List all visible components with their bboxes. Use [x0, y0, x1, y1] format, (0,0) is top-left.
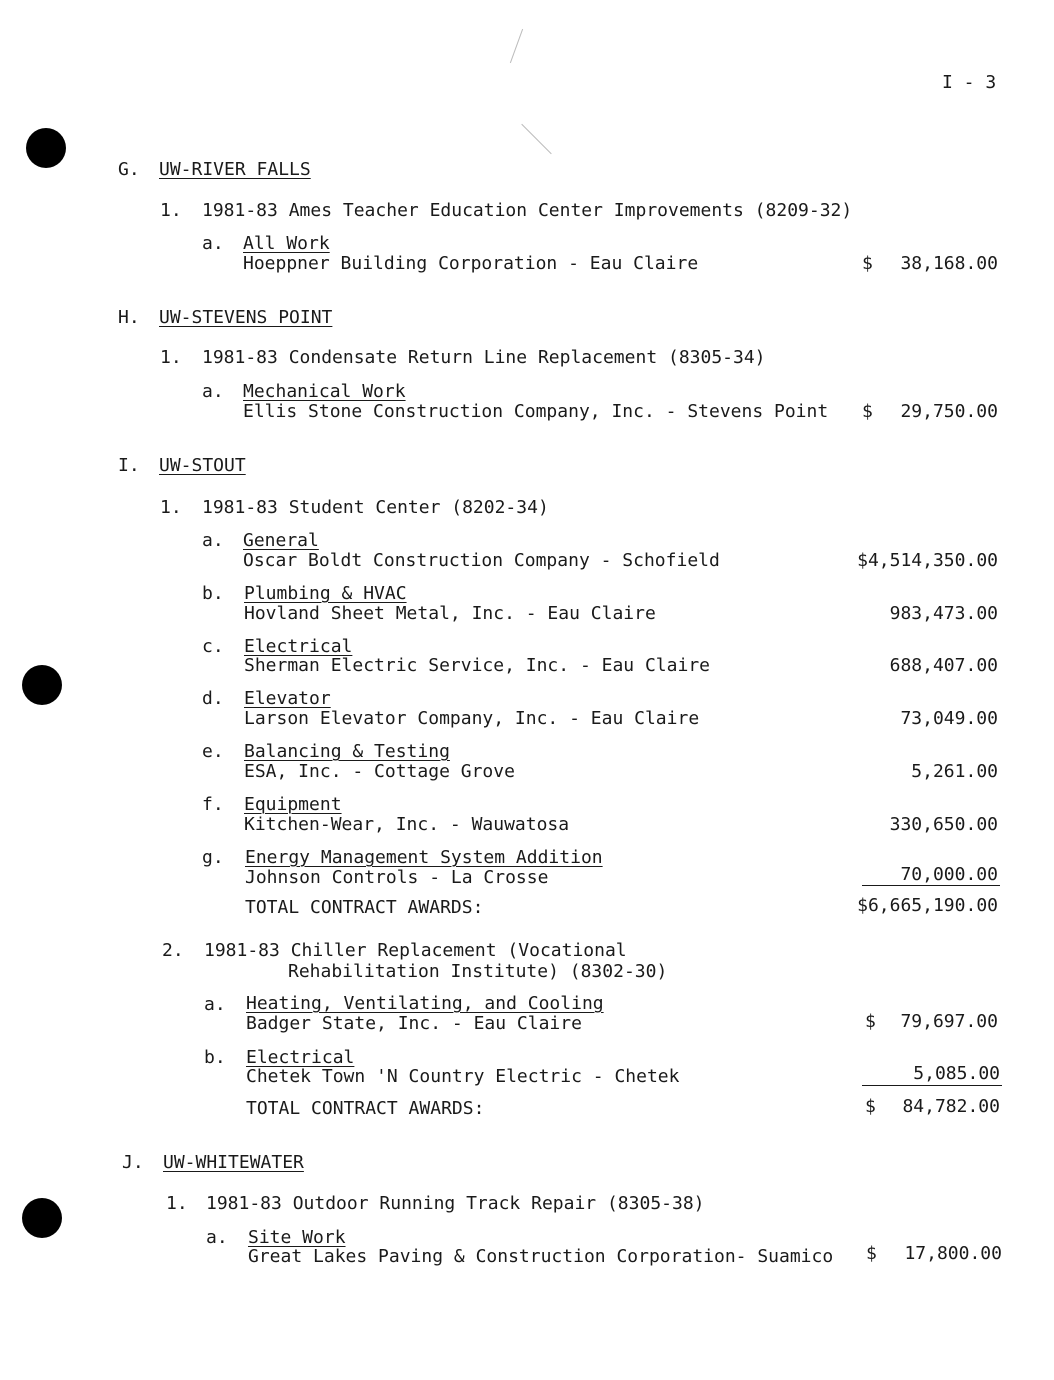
item-letter: f. — [202, 794, 224, 815]
contractor: Great Lakes Paving & Construction Corporation- Suamico — [248, 1246, 834, 1267]
project-title: 1981-83 Condensate Return Line Replacement (8305-34) — [202, 347, 766, 368]
project-title: 1981-83 Student Center (8202-34) — [202, 497, 549, 518]
project-number: 1. — [160, 200, 182, 221]
project-number: 2. — [162, 940, 184, 961]
punch-hole-bottom — [22, 1198, 62, 1238]
item-letter: d. — [202, 688, 224, 709]
item-letter: a. — [202, 381, 224, 402]
dollar-sign: $ — [862, 253, 873, 274]
section-letter: G. — [118, 159, 140, 180]
amount: $4,514,350.00 — [857, 550, 998, 571]
project-number: 1. — [160, 347, 182, 368]
contractor: Ellis Stone Construction Company, Inc. - Stevens Point — [243, 401, 829, 422]
item-letter: b. — [202, 583, 224, 604]
amount: 29,750.00 — [900, 401, 998, 422]
total-amount: $6,665,190.00 — [857, 895, 998, 916]
section-title: UW-STOUT — [159, 455, 246, 476]
amount: 5,085.00 — [913, 1063, 1000, 1084]
item-letter: a. — [202, 530, 224, 551]
item-letter: a. — [202, 233, 224, 254]
section-title: UW-STEVENS POINT — [159, 307, 333, 328]
section-letter: I. — [118, 455, 140, 476]
amount: 70,000.00 — [900, 864, 998, 885]
contractor: Chetek Town 'N Country Electric - Chetek — [246, 1066, 680, 1087]
subtotal-rule — [862, 1085, 1002, 1086]
item-letter: a. — [204, 994, 226, 1015]
project-title-continued: Rehabilitation Institute) (8302-30) — [288, 961, 668, 982]
item-letter: c. — [202, 636, 224, 657]
pencil-mark — [510, 29, 523, 63]
project-number: 1. — [166, 1193, 188, 1214]
amount: 73,049.00 — [900, 708, 998, 729]
project-title: 1981-83 Chiller Replacement (Vocational — [204, 940, 627, 961]
contractor: Johnson Controls - La Crosse — [245, 867, 549, 888]
page-number: I - 3 — [942, 72, 997, 93]
section-letter: H. — [118, 307, 140, 328]
work-type: Heating, Ventilating, and Cooling — [246, 993, 604, 1014]
work-type: Equipment — [244, 794, 342, 815]
work-type: Balancing & Testing — [244, 741, 450, 762]
contractor: Kitchen-Wear, Inc. - Wauwatosa — [244, 814, 570, 835]
item-letter: b. — [204, 1047, 226, 1068]
project-title: 1981-83 Outdoor Running Track Repair (8305-38) — [206, 1193, 705, 1214]
dollar-sign: $ — [865, 1096, 876, 1117]
amount: 5,261.00 — [911, 761, 998, 782]
amount: 330,650.00 — [889, 814, 998, 835]
total-label: TOTAL CONTRACT AWARDS: — [246, 1098, 485, 1119]
pencil-mark — [521, 124, 551, 154]
work-type: Energy Management System Addition — [245, 847, 603, 868]
work-type: Site Work — [248, 1227, 346, 1248]
punch-hole-top — [26, 128, 66, 168]
section-letter: J. — [122, 1152, 144, 1173]
contractor: ESA, Inc. - Cottage Grove — [244, 761, 515, 782]
amount: 38,168.00 — [900, 253, 998, 274]
section-title: UW-RIVER FALLS — [159, 159, 311, 180]
work-type: Electrical — [244, 636, 353, 657]
item-letter: a. — [206, 1227, 228, 1248]
total-label: TOTAL CONTRACT AWARDS: — [245, 897, 484, 918]
contractor: Oscar Boldt Construction Company - Schofield — [243, 550, 720, 571]
contractor: Sherman Electric Service, Inc. - Eau Claire — [244, 655, 710, 676]
project-number: 1. — [160, 497, 182, 518]
dollar-sign: $ — [865, 1011, 876, 1032]
contractor: Larson Elevator Company, Inc. - Eau Claire — [244, 708, 700, 729]
contractor: Hovland Sheet Metal, Inc. - Eau Claire — [244, 603, 656, 624]
dollar-sign: $ — [866, 1243, 877, 1264]
work-type: Elevator — [244, 688, 331, 709]
work-type: Electrical — [246, 1047, 355, 1068]
amount: 17,800.00 — [904, 1243, 1002, 1264]
section-title: UW-WHITEWATER — [163, 1152, 304, 1173]
amount: 983,473.00 — [889, 603, 998, 624]
item-letter: g. — [202, 847, 224, 868]
punch-hole-middle — [22, 665, 62, 705]
item-letter: e. — [202, 741, 224, 762]
amount: 79,697.00 — [900, 1011, 998, 1032]
work-type: Plumbing & HVAC — [244, 583, 407, 604]
amount: 688,407.00 — [889, 655, 998, 676]
work-type: Mechanical Work — [243, 381, 406, 402]
project-title: 1981-83 Ames Teacher Education Center Improvements (8209-32) — [202, 200, 853, 221]
dollar-sign: $ — [862, 401, 873, 422]
subtotal-rule — [862, 885, 1000, 886]
work-type: All Work — [243, 233, 330, 254]
total-amount: 84,782.00 — [902, 1096, 1000, 1117]
contractor: Badger State, Inc. - Eau Claire — [246, 1013, 582, 1034]
work-type: General — [243, 530, 319, 551]
contractor: Hoeppner Building Corporation - Eau Claire — [243, 253, 699, 274]
